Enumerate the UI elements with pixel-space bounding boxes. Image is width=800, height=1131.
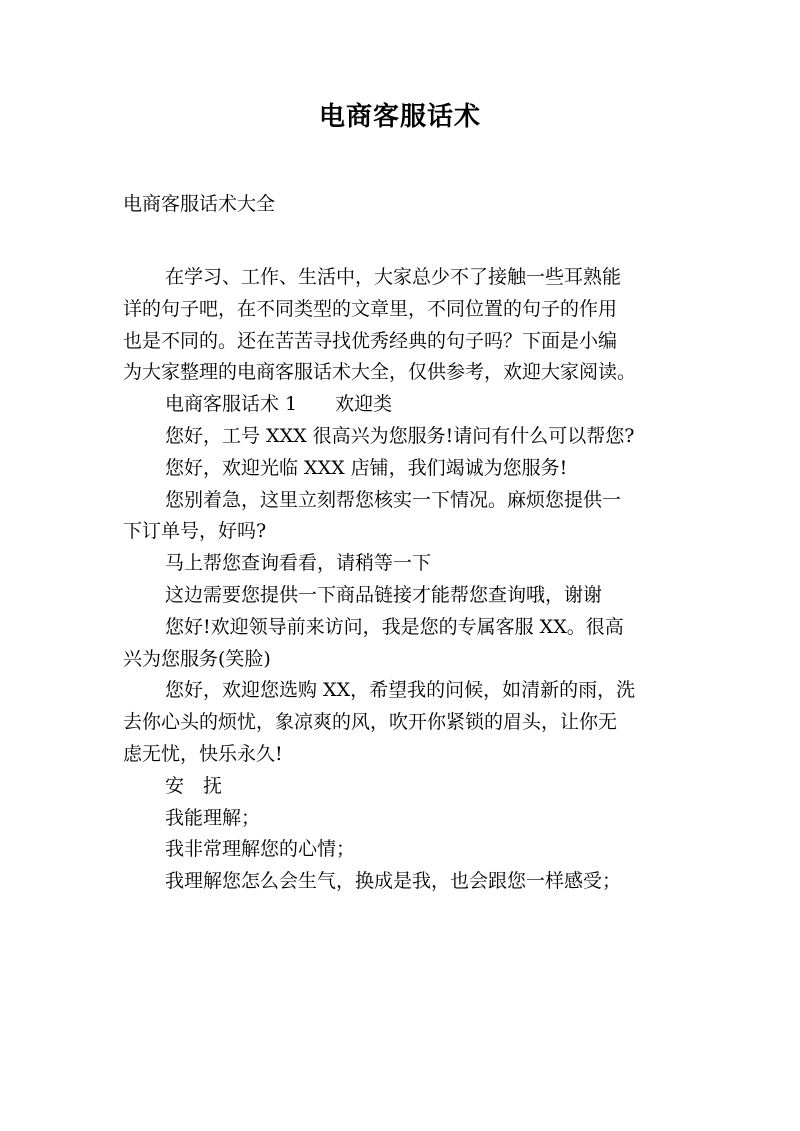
body-line: 马上帮您查询看看，请稍等一下 — [165, 552, 432, 575]
body-line: 虑无忧，快乐永久! — [123, 742, 283, 765]
body-line: 我能理解； — [165, 806, 261, 829]
body-line: 详的句子吧，在不同类型的文章里，不同位置的句子的作用 — [123, 297, 618, 320]
body-line: 电商客服话术 1 欢迎类 — [165, 393, 393, 416]
body-line: 去你心头的烦忧，象凉爽的风，吹开你紧锁的眉头，让你无 — [123, 711, 618, 734]
document-title: 电商客服话术 — [318, 102, 481, 132]
body-line: 您别着急，这里立刻帮您核实一下情况。麻烦您提供一 — [165, 488, 622, 511]
body-line: 您好!欢迎领导前来访问，我是您的专属客服 XX。很高 — [165, 615, 624, 638]
body-line: 我理解您怎么会生气，换成是我，也会跟您一样感受； — [165, 870, 622, 893]
body-line: 安 抚 — [165, 774, 223, 797]
document-body — [123, 262, 693, 898]
body-line: 为大家整理的电商客服话术大全，仅供参考，欢迎大家阅读。 — [123, 361, 637, 384]
body-line: 在学习、工作、生活中，大家总少不了接触一些耳熟能 — [165, 266, 622, 288]
body-line: 您好，工号 XXX 很高兴为您服务!请问有什么可以帮您? — [165, 424, 635, 447]
body-line: 这边需要您提供一下商品链接才能帮您查询哦，谢谢 — [165, 583, 603, 606]
body-line: 我非常理解您的心情； — [165, 838, 356, 861]
document-subtitle: 电商客服话术大全 — [123, 193, 276, 215]
body-line: 您好，欢迎您选购 XX，希望我的问候，如清新的雨，洗 — [165, 679, 636, 702]
body-line: 下订单号，好吗? — [123, 520, 267, 543]
body-line: 您好，欢迎光临 XXX 店铺，我们竭诚为您服务! — [165, 456, 568, 479]
body-line: 兴为您服务(笑脸) — [123, 647, 271, 670]
body-line: 也是不同的。还在苦苦寻找优秀经典的句子吗？下面是小编 — [123, 329, 618, 352]
